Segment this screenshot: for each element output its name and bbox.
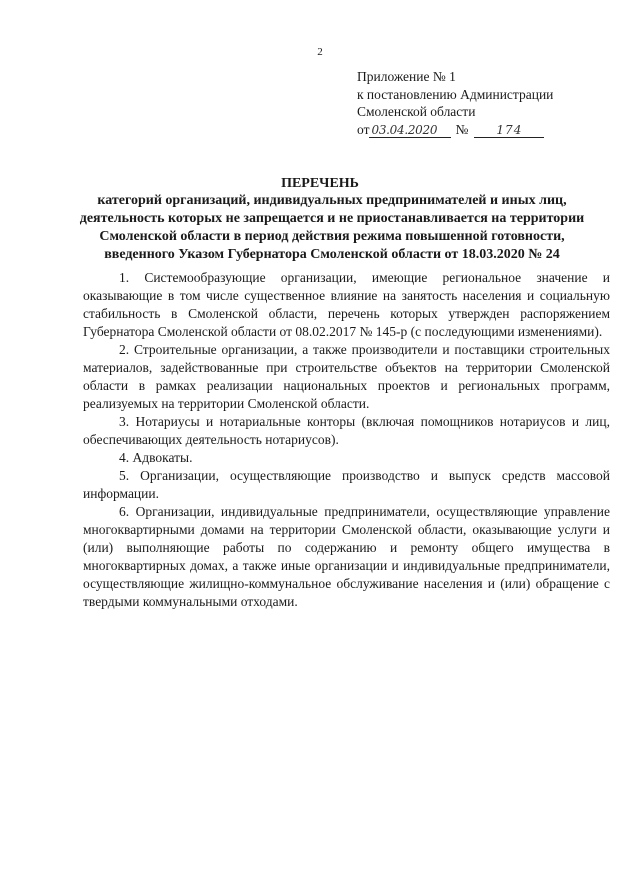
list-item-6: 6. Организации, индивидуальные предприниматели, осуществляющие управление многоквартирными домами на территории Смоленской области, оказывающие услуги и (или) выполняющие работы по содержанию и ремонту общего имущества в многоквартирных домах, а также иные организации и индивидуальные предприниматели, осуществляющие жилищно-коммунальное обслуживание населения и (или) обращение с твердыми коммунальными отходами.: [83, 504, 610, 609]
list-item-3: 3. Нотариусы и нотариальные конторы (включая помощников нотариусов и лиц, обеспечивающих деятельность нотариусов).: [83, 414, 610, 447]
list-item-5: 5. Организации, осуществляющие производство и выпуск средств массовой информации.: [83, 468, 610, 501]
list-item-2: 2. Строительные организации, а также производители и поставщики строительных материалов, задействованные при строительстве объектов на территории Смоленской области в рамках реализации национальных проектов и региональных программ, реализуемых на территории Смоленской области.: [83, 342, 610, 411]
document-title: ПЕРЕЧЕНЬ: [281, 176, 359, 191]
subtitle-line-4: введенного Указом Губернатора Смоленской области от 18.03.2020 № 24: [104, 247, 560, 262]
subtitle-line-2: деятельность которых не запрещается и не приостанавливается на территории: [79, 211, 585, 226]
appendix-line-3: Смоленской области: [357, 104, 476, 119]
appendix-line-1: Приложение № 1: [357, 69, 456, 84]
appendix-date-number-line: [357, 121, 607, 139]
appendix-block: [357, 68, 607, 138]
list-item-1: 1. Системообразующие организации, имеющие региональное значение и оказывающие в том числе существенное влияние на занятость населения и социальную стабильность в Смоленской области, перечень которых утвержден распоряжением Губернатора Смоленской области от 08.02.2017 № 145-р (с последующими изменениями).: [83, 270, 610, 339]
list-item-4: 4. Адвокаты.: [119, 450, 193, 465]
document-body: [83, 269, 610, 611]
from-label: от: [357, 121, 370, 137]
subtitle-line-1: категорий организаций, индивидуальных предпринимателей и иных лиц,: [97, 193, 567, 208]
page-number: 2: [317, 46, 323, 58]
appendix-line-2: к постановлению Администрации: [357, 86, 554, 102]
document-subtitle: [50, 192, 614, 264]
handwritten-number: 174: [474, 123, 544, 138]
subtitle-line-3: Смоленской области в период действия режима повышенной готовности,: [99, 229, 565, 244]
number-label: №: [455, 121, 469, 137]
handwritten-date: 03.04.2020: [369, 123, 451, 138]
